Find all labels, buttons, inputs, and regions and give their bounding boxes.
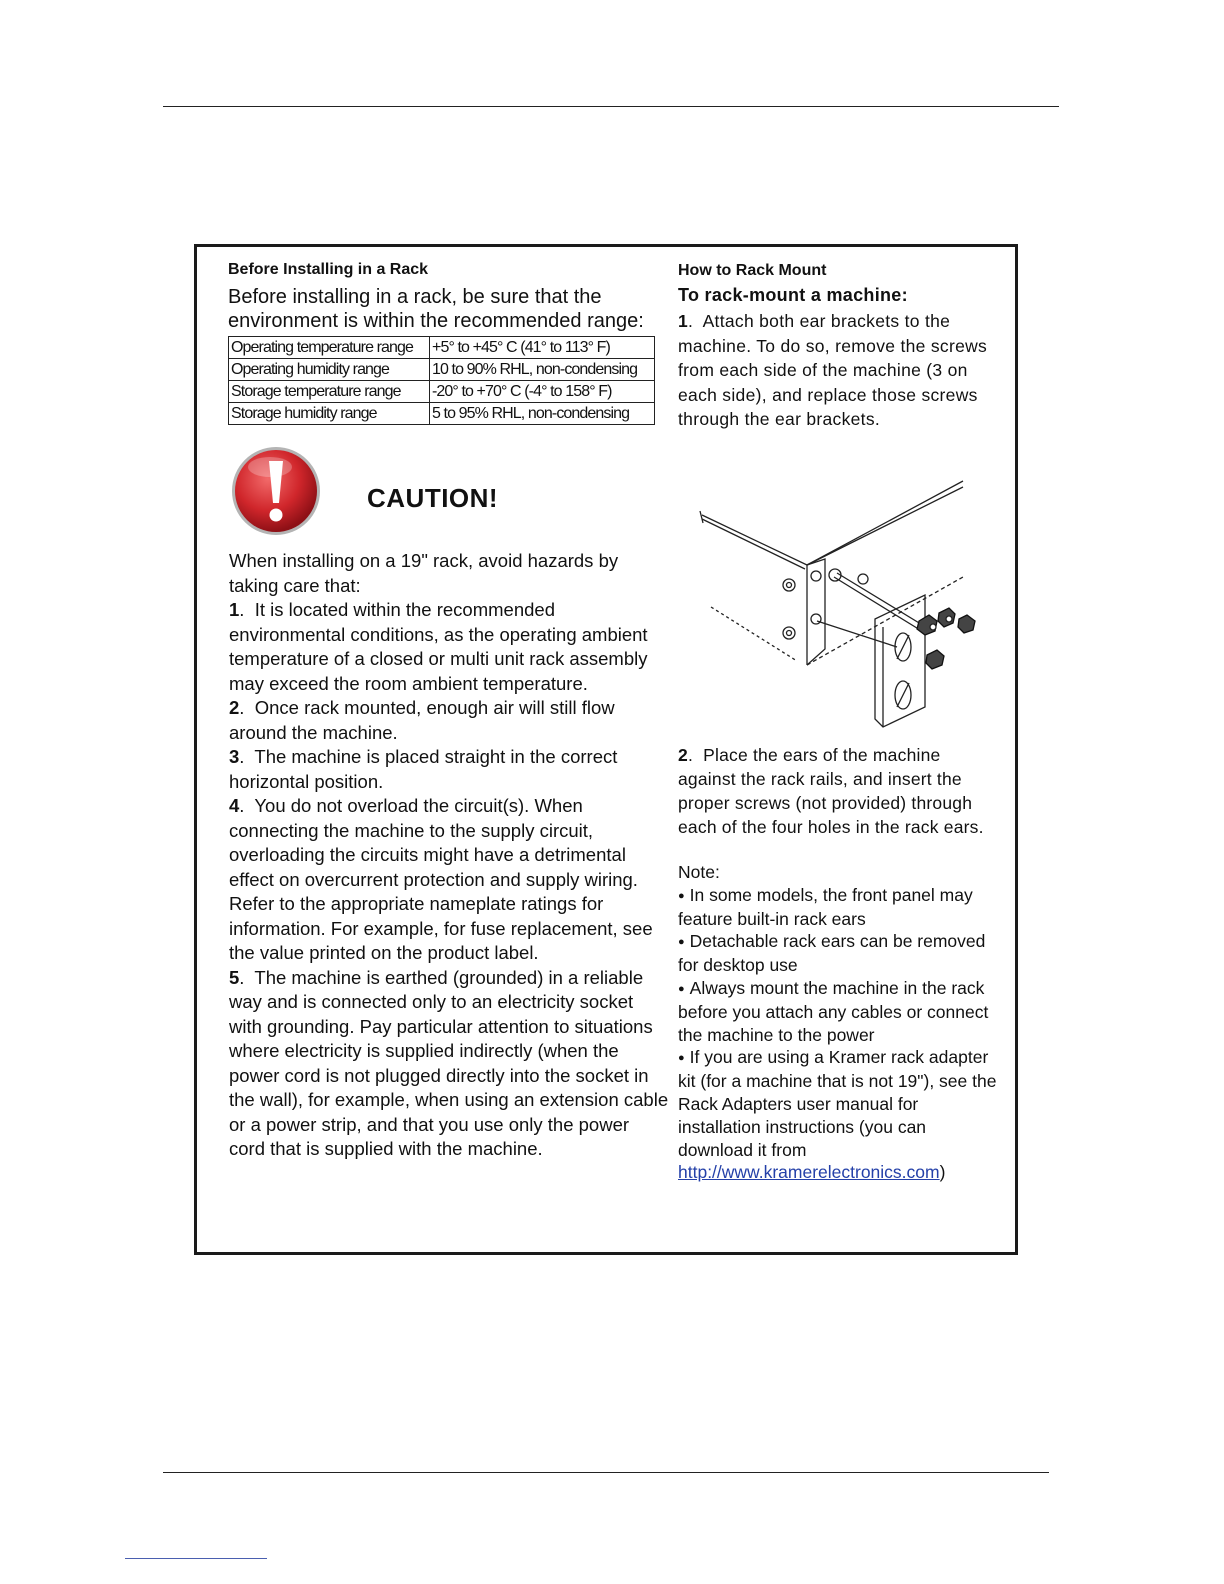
note-label: Note:: [678, 862, 720, 882]
caution-item-text: It is located within the recommended environmental conditions, as the operating ambient temperature of a closed or multi unit rack assembly may exceed the room ambient temperature.: [229, 599, 648, 694]
caution-title: CAUTION!: [367, 483, 499, 513]
step-number: 1: [678, 311, 689, 331]
bullet-icon: ●: [678, 936, 685, 949]
rack-mount-subtitle: To rack-mount a machine:: [678, 285, 908, 305]
note-text: Detachable rack ears can be removed for desktop use: [678, 931, 986, 976]
caution-item: 2. Once rack mounted, enough air will still flow around the machine.: [229, 697, 615, 743]
footer-link-underline: [125, 1558, 267, 1559]
environment-value: +5° to +45° C (41° to 113° F): [430, 337, 655, 359]
caution-item: 4. You do not overload the circuit(s). When connecting the machine to the supply circuit, overloading the circuits might have a detrimental effect on overcurrent protection and supply wiring. Refer to the appropriate nameplate ratings for information. For example, for fuse replacement, see the value printed on the product label.: [229, 795, 653, 963]
caution-list: [229, 598, 669, 1162]
note-text: In some models, the front panel may feature built-in rack ears: [678, 884, 973, 929]
footer-rule: [163, 1472, 1049, 1473]
notes-list: [678, 884, 998, 1184]
note-item: [678, 930, 998, 977]
exclamation-warning-icon: [230, 445, 322, 537]
before-installing-title: Before Installing in a Rack: [228, 261, 429, 278]
header-rule: [163, 106, 1059, 107]
environment-value: 10 to 90% RHL, non-condensing: [430, 359, 655, 381]
note-item: [678, 977, 998, 1046]
kramer-website-link[interactable]: http://www.kramerelectronics.com: [678, 1162, 940, 1183]
environment-row: [229, 381, 655, 403]
environment-parameter: Operating humidity range: [229, 359, 430, 381]
rack-mount-illustration: [697, 479, 989, 735]
note-item: [678, 884, 998, 931]
environment-parameter: Storage humidity range: [229, 403, 430, 425]
environment-row: [229, 359, 655, 381]
environment-value: 5 to 95% RHL, non-condensing: [430, 403, 655, 425]
rack-mount-step-2: 2. Place the ears of the machine against the rack rails, and insert the proper screws (not provided) through each of the four holes in the rack ears.: [678, 745, 984, 837]
bullet-icon: ●: [678, 982, 685, 995]
rack-mount-title: How to Rack Mount: [678, 262, 827, 279]
caution-intro: When installing on a 19" rack, avoid hazards by taking care that:: [229, 550, 619, 596]
rack-mount-notes: [678, 861, 998, 1184]
caution-item-number: 4: [229, 795, 240, 816]
environment-parameter: Operating temperature range: [229, 337, 430, 359]
caution-item: 5. The machine is earthed (grounded) in a reliable way and is connected only to an electricity socket with grounding. Pay particular attention to situations where electricity is supplied indirectly (when the power cord is not plugged directly into the socket in the wall), for example, when using an extension cable or a power strip, and that you use only the power cord that is supplied with the machine.: [229, 966, 669, 1159]
caution-item: 1. It is located within the recommended environmental conditions, as the operating ambient temperature of a closed or multi unit rack assembly may exceed the room ambient temperature.: [229, 599, 648, 694]
note-text: Always mount the machine in the rack before you attach any cables or connect the machine to the power: [678, 977, 989, 1045]
environment-row: [229, 403, 655, 425]
step-text: Place the ears of the machine against the rack rails, and insert the proper screws (not provided) through each of the four holes in the rack ears.: [678, 745, 984, 837]
environment-intro: Before installing in a rack, be sure that the environment is within the recommended range:: [228, 286, 644, 332]
note-text: If you are using a Kramer rack adapter kit (for a machine that is not 19"), see the Rack Adapters user manual for installation instructions (you can download it from: [678, 1047, 997, 1160]
caution-item-number: 3: [229, 746, 240, 767]
step-text: Attach both ear brackets to the machine. To do so, remove the screws from each side of the machine (3 on each side), and replace those screws through the ear brackets.: [678, 311, 988, 429]
bullet-icon: ●: [678, 1052, 685, 1065]
environment-value: -20° to +70° C (-4° to 158° F): [430, 381, 655, 403]
caution-item-text: The machine is earthed (grounded) in a reliable way and is connected only to an electricity socket with grounding. Pay particular attention to situations where electricity is supplied indirectly (when the power cord is not plugged directly into the socket in the wall), for example, when using an extension cable or a power strip, and that you use only the power cord that is supplied with the machine.: [229, 966, 669, 1159]
closing-paren: ): [939, 1162, 946, 1183]
environment-parameter: Storage temperature range: [229, 381, 430, 403]
rack-safety-box: [194, 244, 1018, 1255]
bullet-icon: ●: [678, 889, 685, 902]
environment-row: [229, 337, 655, 359]
caution-text: [229, 549, 669, 1162]
caution-item-number: 2: [229, 697, 240, 718]
environment-table: [228, 336, 655, 425]
caution-item-number: 5: [229, 966, 240, 988]
caution-item: 3. The machine is placed straight in the correct horizontal position.: [229, 746, 618, 792]
rack-mount-step-1: 1. Attach both ear brackets to the machine. To do so, remove the screws from each side of the machine (3 on each side), and replace those screws through the ear brackets.: [678, 311, 988, 429]
caution-item-text: You do not overload the circuit(s). When connecting the machine to the supply circuit, overloading the circuits might have a detrimental effect on overcurrent protection and supply wiring. Refer to the appropriate nameplate ratings for information. For example, for fuse replacement, see the value printed on the product label.: [229, 795, 653, 963]
caution-item-number: 1: [229, 599, 240, 620]
step-number: 2: [678, 745, 688, 765]
caution-item-text: The machine is placed straight in the correct horizontal position.: [229, 746, 618, 792]
note-item: [678, 1046, 998, 1184]
caution-item-text: Once rack mounted, enough air will still flow around the machine.: [229, 697, 615, 743]
